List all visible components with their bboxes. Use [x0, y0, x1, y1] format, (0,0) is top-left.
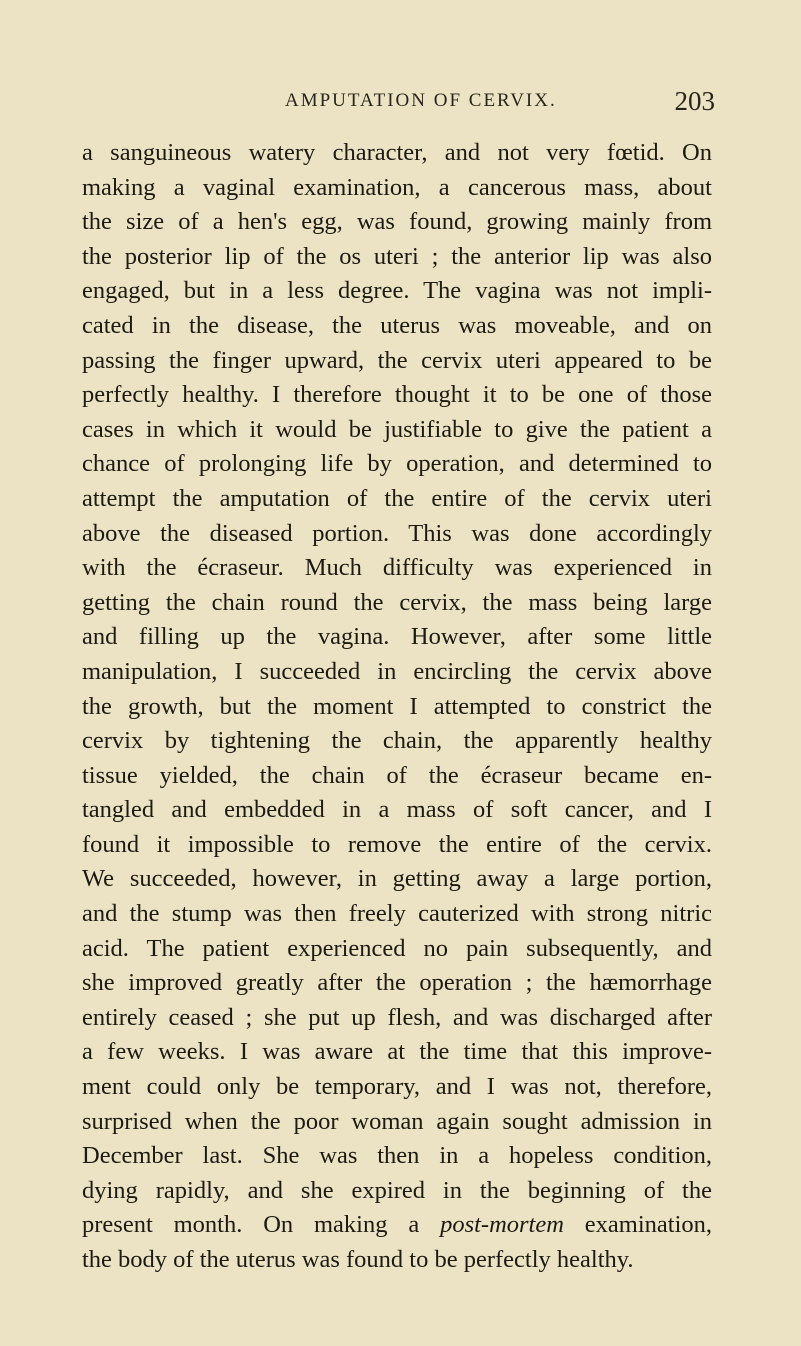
text-line: a sanguineous watery character, and not very fœtid. On — [82, 139, 712, 166]
text-line: attempt the amputation of the entire of the cervix uteri — [82, 484, 712, 512]
text-line: We succeeded, however, in getting away a large portion, — [82, 865, 712, 893]
text-line: tissue yielded, the chain of the écraseur became en- — [82, 761, 712, 789]
text-line: found it impossible to remove the entire of the cervix. — [82, 830, 712, 858]
body-paragraph — [82, 136, 712, 1278]
text-line: the size of a hen's egg, was found, growing mainly from — [82, 208, 712, 236]
text-line: dying rapidly, and she expired in the beginning of the — [82, 1176, 712, 1204]
italic-term: post-mortem — [440, 1211, 564, 1239]
text-line: the posterior lip of the os uteri ; the anterior lip was also — [82, 242, 712, 270]
text-line: cated in the disease, the uterus was moveable, and on — [82, 311, 712, 339]
text-line: perfectly healthy. I therefore thought it to be one of those — [82, 381, 712, 409]
page-number: 203 — [674, 86, 715, 116]
running-head — [0, 86, 801, 120]
text-line: making a vaginal examination, a cancerous mass, about — [82, 173, 712, 201]
text-line: cases in which it would be justifiable to give the patient a — [82, 415, 712, 443]
running-title: AMPUTATION OF CERVIX. — [285, 90, 557, 111]
text-line: she improved greatly after the operation ; the hæmorrhage — [82, 969, 712, 997]
text-line: acid. The patient experienced no pain subsequently, and — [82, 934, 712, 962]
text-line: the growth, but the moment I attempted to constrict the — [82, 692, 712, 720]
text-line: with the écraseur. Much difficulty was experienced in — [82, 554, 712, 582]
text-line: passing the finger upward, the cervix uteri appeared to be — [82, 346, 712, 374]
text-segment: examination, — [563, 1211, 712, 1239]
text-line: manipulation, I succeeded in encircling the cervix above — [82, 657, 712, 685]
text-line: and filling up the vagina. However, after some little — [82, 623, 712, 651]
text-line: a few weeks. I was aware at the time that this improve- — [82, 1038, 712, 1066]
text-line: tangled and embedded in a mass of soft cancer, and I — [82, 796, 712, 824]
text-line: getting the chain round the cervix, the mass being large — [82, 588, 712, 616]
text-line: entirely ceased ; she put up flesh, and was discharged after — [82, 1003, 712, 1031]
text-line: and the stump was then freely cauterized with strong nitric — [82, 900, 712, 928]
text-line: surprised when the poor woman again sought admission in — [82, 1107, 712, 1135]
text-line: chance of prolonging life by operation, and determined to — [82, 450, 712, 478]
text-segment: present month. On making a — [82, 1211, 441, 1239]
text-line: December last. She was then in a hopeless condition, — [82, 1142, 712, 1170]
text-line-with-italic — [82, 1208, 712, 1243]
text-line: the body of the uterus was found to be perfectly healthy. — [82, 1246, 634, 1273]
text-line: above the diseased portion. This was done accordingly — [82, 519, 712, 547]
text-line: cervix by tightening the chain, the apparently healthy — [82, 727, 712, 755]
text-line: ment could only be temporary, and I was not, therefore, — [82, 1073, 712, 1101]
text-line: engaged, but in a less degree. The vagina was not impli- — [82, 277, 712, 305]
